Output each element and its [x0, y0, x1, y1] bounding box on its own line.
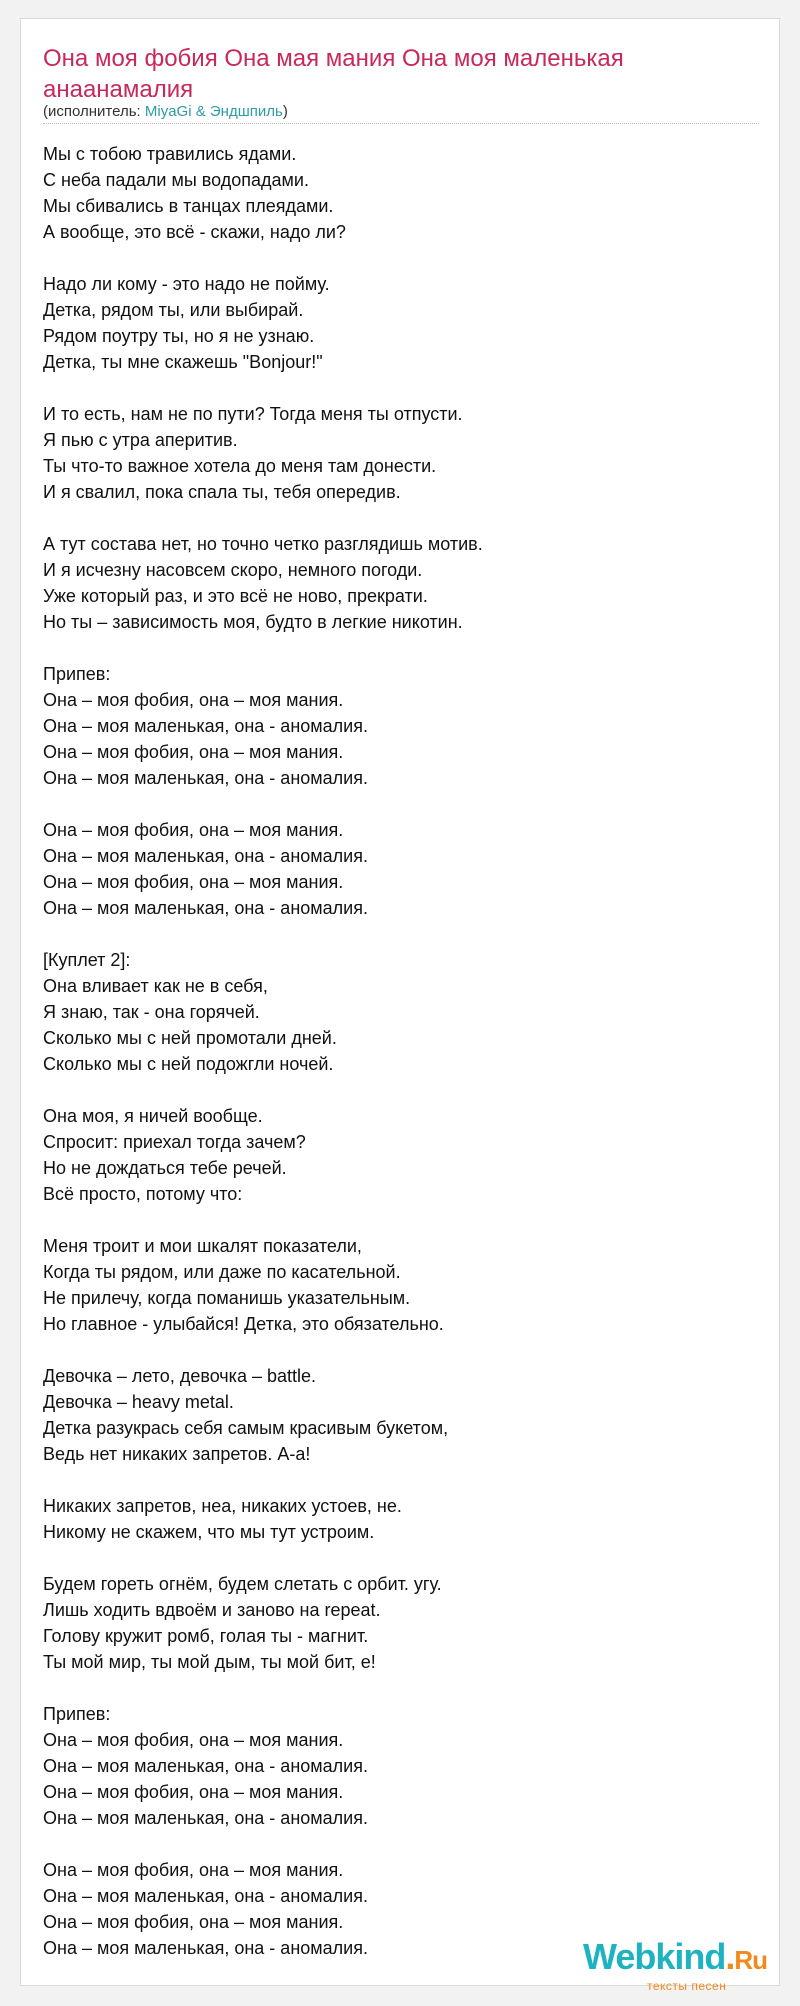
lyrics-blank-line: [43, 921, 759, 947]
lyrics-line: Она – моя маленькая, она - аномалия.: [43, 768, 368, 788]
lyrics-line: Она – моя маленькая, она - аномалия.: [43, 1886, 368, 1906]
lyrics-line: Она – моя маленькая, она - аномалия.: [43, 1756, 368, 1776]
lyrics-line: Она – моя фобия, она – моя мания.: [43, 872, 344, 892]
lyrics-line: Детка разукрась себя самым красивым букетом,: [43, 1418, 449, 1438]
lyrics-line: И то есть, нам не по пути? Тогда меня ты отпусти.: [43, 404, 463, 424]
lyrics-line: Она – моя фобия, она – моя мания.: [43, 1860, 344, 1880]
lyrics-line: Она – моя фобия, она – моя мания.: [43, 1912, 344, 1932]
lyrics-line: Голову кружит ромб, голая ты - магнит.: [43, 1626, 369, 1646]
lyrics-line: Всё просто, потому что:: [43, 1184, 243, 1204]
lyrics-line: Девочка – heavy metal.: [43, 1392, 234, 1412]
lyrics-line: Рядом поутру ты, но я не узнаю.: [43, 326, 315, 346]
lyrics-line: Никаких запретов, неа, никаких устоев, не.: [43, 1496, 402, 1516]
lyrics-blank-line: [43, 1675, 759, 1701]
lyrics-blank-line: [43, 791, 759, 817]
artist-link[interactable]: MiyaGi & Эндшпиль: [144, 103, 283, 120]
lyrics-blank-line: [43, 1077, 759, 1103]
song-title: Она моя фобия Она мая мания Она моя маленькая анаанамалия: [43, 45, 624, 103]
lyrics-line: Ты что-то важное хотела до меня там донести.: [43, 456, 437, 476]
lyrics-line: Припев:: [43, 664, 111, 684]
lyrics-line: Она – моя маленькая, она - аномалия.: [43, 716, 368, 736]
lyrics-blank-line: [43, 1467, 759, 1493]
lyrics-line: Уже который раз, и это всё не ново, прекрати.: [43, 586, 428, 606]
lyrics-line: Мы сбивались в танцах плеядами.: [43, 196, 334, 216]
lyrics-line: Мы с тобою травились ядами.: [43, 144, 297, 164]
lyrics-line: [Куплет 2]:: [43, 950, 131, 970]
lyrics-line: Спросит: приехал тогда зачем?: [43, 1132, 306, 1152]
lyrics-line: Меня троит и мои шкалят показатели,: [43, 1236, 362, 1256]
lyrics-line: Сколько мы с ней промотали дней.: [43, 1028, 337, 1048]
lyrics-line: С неба падали мы водопадами.: [43, 170, 309, 190]
lyrics-line: Она – моя фобия, она – моя мания.: [43, 1730, 344, 1750]
lyrics-line: Она – моя маленькая, она - аномалия.: [43, 1808, 368, 1828]
lyrics-line: И я исчезну насовсем скоро, немного погоди.: [43, 560, 423, 580]
lyrics-line: Будем гореть огнём, будем слетать с орбит. угу.: [43, 1574, 442, 1594]
logo-tagline: тексты песен: [647, 1979, 727, 1993]
lyrics-blank-line: [43, 1207, 759, 1233]
lyrics-line: Я знаю, так - она горячей.: [43, 1002, 260, 1022]
logo-main-text: Webkind: [583, 1936, 726, 1977]
logo-tld: Ru: [734, 1945, 768, 1975]
lyrics-line: Но не дождаться тебе речей.: [43, 1158, 287, 1178]
lyrics-line: Она – моя маленькая, она - аномалия.: [43, 846, 368, 866]
lyrics-line: Она – моя маленькая, она - аномалия.: [43, 898, 368, 918]
lyrics-blank-line: [43, 635, 759, 661]
lyrics-line: Она – моя фобия, она – моя мания.: [43, 1782, 344, 1802]
lyrics-line: Не прилечу, когда поманишь указательным.: [43, 1288, 411, 1308]
lyrics-line: Я пью с утра аперитив.: [43, 430, 238, 450]
lyrics-line: Детка, рядом ты, или выбирай.: [43, 300, 304, 320]
lyrics-line: Припев:: [43, 1704, 111, 1724]
logo-wordmark: [583, 1937, 767, 1980]
lyrics-line: Ты мой мир, ты мой дым, ты мой бит, е!: [43, 1652, 376, 1672]
lyrics-blank-line: [43, 505, 759, 531]
title-divider: [43, 123, 759, 124]
logo-dot: .: [725, 1936, 735, 1977]
lyrics-line: Она – моя маленькая, она - аномалия.: [43, 1938, 368, 1958]
lyrics-blank-line: [43, 375, 759, 401]
webkind-logo[interactable]: [583, 1937, 783, 1995]
lyrics-line: Она – моя фобия, она – моя мания.: [43, 742, 344, 762]
lyrics-line: Она – моя фобия, она – моя мания.: [43, 820, 344, 840]
lyrics-line: И я свалил, пока спала ты, тебя опередив.: [43, 482, 401, 502]
lyrics-line: Лишь ходить вдвоём и заново на repeat.: [43, 1600, 381, 1620]
lyrics-line: Ведь нет никаких запретов. А-а!: [43, 1444, 311, 1464]
lyrics-line: А тут состава нет, но точно четко разглядишь мотив.: [43, 534, 483, 554]
lyrics-blank-line: [43, 245, 759, 271]
lyrics-line: А вообще, это всё - скажи, надо ли?: [43, 222, 346, 242]
artist-prefix: (исполнитель:: [43, 103, 145, 120]
lyrics-line: Она вливает как не в себя,: [43, 976, 268, 996]
lyrics-blank-line: [43, 1831, 759, 1857]
artist-line: [43, 103, 288, 121]
lyrics-line: Сколько мы с ней подожгли ночей.: [43, 1054, 334, 1074]
lyrics-line: Надо ли кому - это надо не пойму.: [43, 274, 330, 294]
lyrics-line: Но главное - улыбайся! Детка, это обязательно.: [43, 1314, 444, 1334]
lyrics-card: [20, 18, 780, 1993]
lyrics-blank-line: [43, 1337, 759, 1363]
artist-suffix: ): [282, 103, 288, 120]
lyrics-line: Когда ты рядом, или даже по касательной.: [43, 1262, 401, 1282]
lyrics-line: Детка, ты мне скажешь "Bonjour!": [43, 352, 323, 372]
lyrics-line: Но ты – зависимость моя, будто в легкие никотин.: [43, 612, 463, 632]
lyrics-line: Она – моя фобия, она – моя мания.: [43, 690, 344, 710]
lyrics-line: Она моя, я ничей вообще.: [43, 1106, 263, 1126]
lyrics-text: [43, 141, 759, 1961]
lyrics-line: Никому не скажем, что мы тут устроим.: [43, 1522, 375, 1542]
lyrics-line: Девочка – лето, девочка – battle.: [43, 1366, 317, 1386]
lyrics-blank-line: [43, 1545, 759, 1571]
